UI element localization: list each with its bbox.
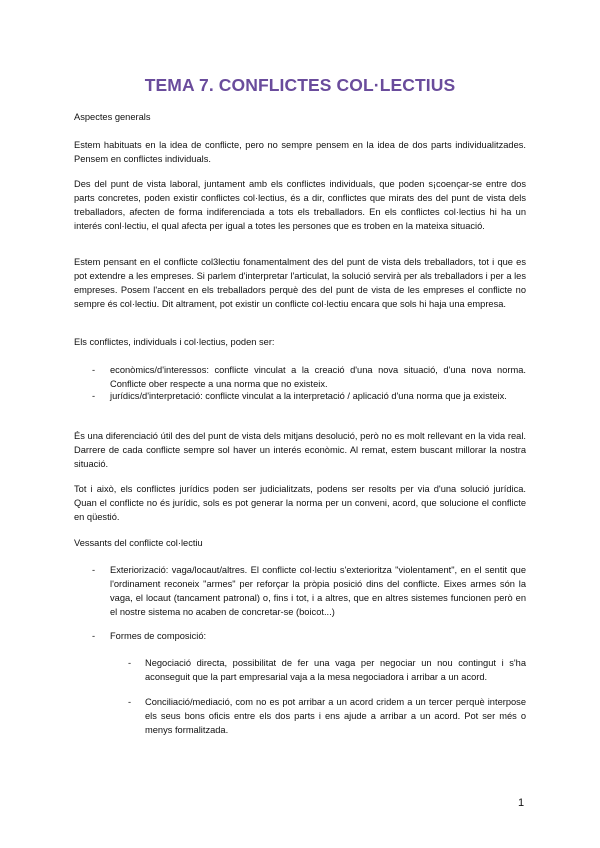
sublist-item: Conciliació/mediació, com no es pot arribar a un acord cridem a un tercer perquè interpose els seus bons oficis entre els dos parts i ens ajude a arribar a un acord. Pot ser més o menys formalitzada. <box>145 697 526 735</box>
paragraph: Des del punt de vista laboral, juntament amb els conflictes individuals, que poden s¡coençar-se entre dos parts concretes, poden existir conflictes col·lectius, és a dir, conflictes que mirats des del punt de vista dels treballadors, afecten de forma indiferenciada a tots els treballadors. En els conflictes col·lectius hi ha un interés conl·lectiu, el qual afecta per igual a totes les persones que es troben en la mateixa situació. <box>74 179 526 231</box>
paragraph: És una diferenciació útil des del punt de vista dels mitjans desolució, però no es molt rellevant en la vida real. Darrere de cada conflicte sempre sol haver un interés econòmic. Al remat, estem buscant millorar la nostra situació. <box>74 431 526 469</box>
page-title: TEMA 7. CONFLICTES COL·LECTIUS <box>144 75 456 95</box>
page-number: 1 <box>518 797 525 809</box>
list-item: Exteriorizació: vaga/locaut/altres. El conflicte col·lectiu s'exterioritza "violentament", en el sentit que l'ordinament reconeix "armes" per reforçar la pròpia posició dins del conflicte. Eixes armes són la vaga, el locaut (tancament patronal) o, fins i tot, i a altres, que en altres sistemes funcionen però en el nostre sistema no acaben de concretar-se (boicot...) <box>110 565 526 617</box>
list-bullet: - <box>92 365 96 375</box>
section-heading-vessants: Vessants del conflicte col·lectiu <box>74 538 203 548</box>
list-item: Formes de composició: <box>110 631 207 641</box>
list-bullet: - <box>92 631 96 641</box>
paragraph: Tot i això, els conflictes jurídics poden ser judicialitzats, podens ser resolts per via d'una solució jurídica. Quan el conflicte no és jurídic, sols es pot generar la norma per un conveni, acord, que solucione el conflicte en qüestió. <box>74 484 526 522</box>
paragraph: Estem habituats en la idea de conflicte, pero no sempre pensem en la idea de dos parts individualitzades. Pensem en conflictes individuals. <box>74 140 526 164</box>
list-bullet: - <box>92 565 96 575</box>
paragraph: Estem pensant en el conflicte col3lectiu fonamentalment des del punt de vista dels treballadors, tot i que es pot extendre a les empreses. Si parlem d'interpretar l'articulat, la solució servirà per als treballadors i per a les empreses. Posem l'accent en els treballadors perquè des del punt de vista de les empreses el conflicte no sempre és col·lectiu. Dit altrament, pot existir un conflicte col·lectiu encara que sols hi haja una empresa. <box>74 257 526 309</box>
list-item: jurídics/d'interpretació: conflicte vinculat a la interpretació / aplicació d'una norma que ja existeix. <box>110 391 507 401</box>
sublist-item: Negociació directa, possibilitat de fer una vaga per negociar un nou contingut i s'ha aconseguit que la part empresarial vaja a la mesa negociadora i arribar a un acord. <box>145 658 526 682</box>
sublist-bullet: - <box>128 658 132 668</box>
list-bullet: - <box>92 391 96 401</box>
list-item: econòmics/d'interessos: conflicte vinculat a la creació d'una nova situació, d'una nova norma. Conflicte ober respecte a una norma que no existeix. <box>110 365 526 389</box>
paragraph: Els conflictes, individuals i col·lectius, poden ser: <box>74 337 275 347</box>
section-heading-general: Aspectes generals <box>74 112 151 122</box>
sublist-bullet: - <box>128 697 132 707</box>
